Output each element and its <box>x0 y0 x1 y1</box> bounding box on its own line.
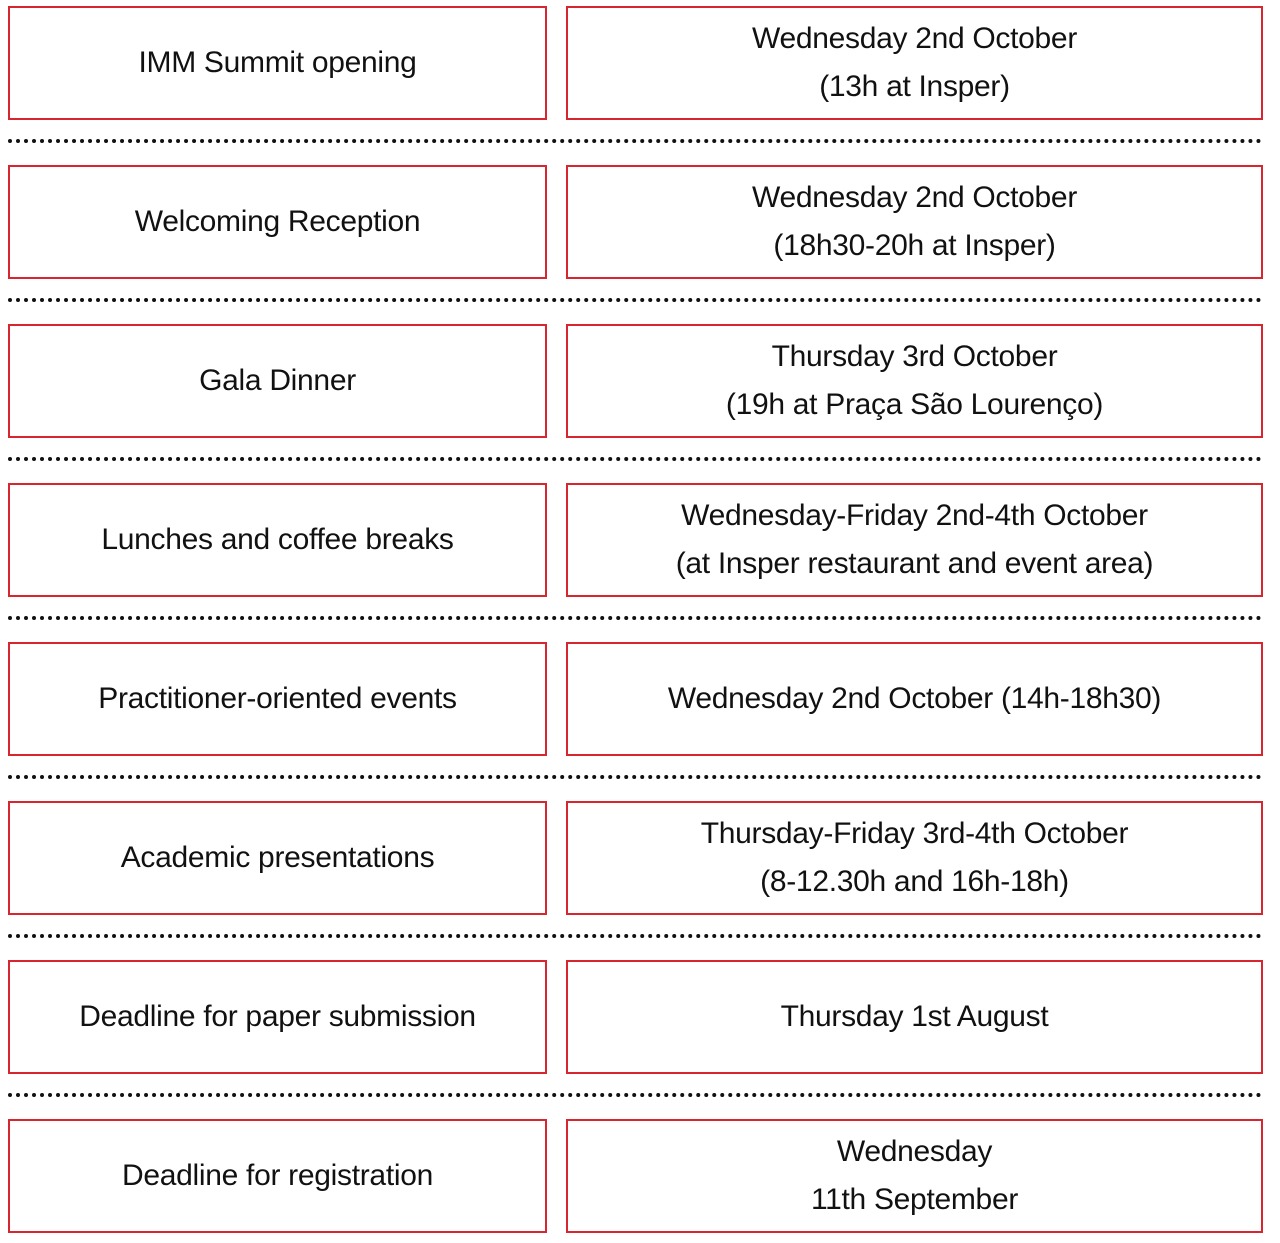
event-date-line: (13h at Insper) <box>819 70 1010 103</box>
event-label-box <box>8 642 547 756</box>
event-label: Welcoming Reception <box>134 205 421 238</box>
event-label: IMM Summit opening <box>138 46 417 79</box>
event-label-box <box>8 324 547 438</box>
event-date-line: Wednesday 2nd October <box>751 181 1078 214</box>
event-date-line: Wednesday 2nd October <box>751 22 1078 55</box>
event-date-box <box>566 165 1263 279</box>
event-date-box <box>566 801 1263 915</box>
dotted-divider <box>8 457 1262 461</box>
schedule-row-summit-opening <box>0 6 1280 120</box>
event-date-box <box>566 960 1263 1074</box>
event-date-line: Wednesday 2nd October (14h-18h30) <box>667 682 1162 715</box>
event-label: Deadline for paper submission <box>79 1000 476 1033</box>
dotted-divider <box>8 934 1262 938</box>
schedule-row-practitioner-events <box>0 642 1280 756</box>
schedule-row-academic-presentations <box>0 801 1280 915</box>
event-label: Gala Dinner <box>199 364 356 397</box>
event-date-line: (8-12.30h and 16h-18h) <box>760 865 1069 898</box>
dotted-divider <box>8 139 1262 143</box>
schedule-row-registration-deadline <box>0 1119 1280 1233</box>
event-label-box <box>8 165 547 279</box>
event-label: Deadline for registration <box>121 1159 433 1192</box>
event-date-line: (18h30-20h at Insper) <box>773 229 1056 262</box>
event-date-box <box>566 6 1263 120</box>
schedule-row-welcoming-reception <box>0 165 1280 279</box>
event-label-box <box>8 960 547 1074</box>
event-date-line: (at Insper restaurant and event area) <box>675 547 1154 580</box>
event-date-box <box>566 642 1263 756</box>
event-date-box <box>566 483 1263 597</box>
dotted-divider <box>8 616 1262 620</box>
event-date-line: 11th September <box>810 1183 1019 1216</box>
event-date-line: Thursday-Friday 3rd-4th October <box>700 817 1129 850</box>
event-label-box <box>8 1119 547 1233</box>
event-label-box <box>8 6 547 120</box>
dotted-divider <box>8 1093 1262 1097</box>
dotted-divider <box>8 298 1262 302</box>
event-label: Academic presentations <box>120 841 435 874</box>
schedule-row-gala-dinner <box>0 324 1280 438</box>
event-label: Lunches and coffee breaks <box>101 523 454 556</box>
event-label: Practitioner-oriented events <box>98 682 457 715</box>
event-date-box <box>566 324 1263 438</box>
event-date-line: Wednesday <box>836 1135 993 1168</box>
event-label-box <box>8 801 547 915</box>
schedule-row-lunches <box>0 483 1280 597</box>
event-label-box <box>8 483 547 597</box>
event-date-line: Wednesday-Friday 2nd-4th October <box>681 499 1148 532</box>
event-date-box <box>566 1119 1263 1233</box>
dotted-divider <box>8 775 1262 779</box>
schedule-row-paper-deadline <box>0 960 1280 1074</box>
event-date-line: (19h at Praça São Lourenço) <box>725 388 1104 421</box>
event-date-line: Thursday 1st August <box>780 1000 1049 1033</box>
event-date-line: Thursday 3rd October <box>771 340 1058 373</box>
